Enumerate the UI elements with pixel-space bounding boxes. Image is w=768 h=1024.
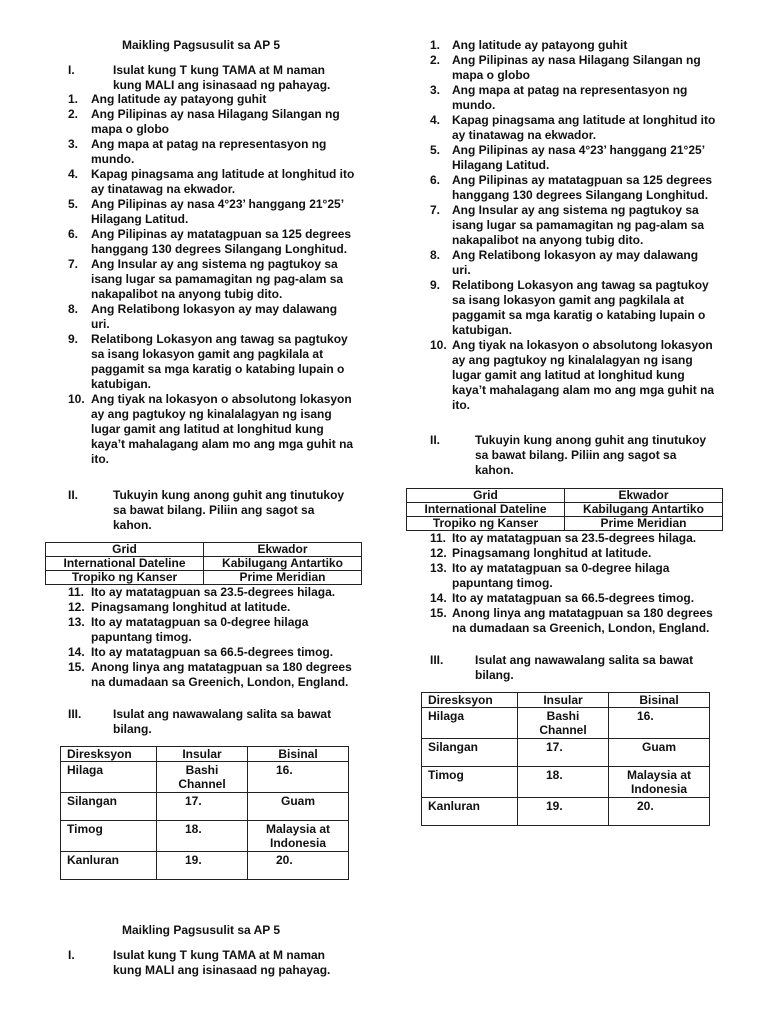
direction-cell: Silangan (422, 739, 518, 767)
question-text-line: mapa o globo (91, 122, 169, 136)
question-text-line: papuntang timog. (452, 576, 553, 590)
question-text-line: Ang tiyak na lokasyon o absolutong lokasyon (452, 338, 713, 352)
question-number: 7. (68, 257, 79, 271)
question-text-line: Ang mapa at patag na representasyon ng (452, 83, 688, 97)
part1-instruction-line: kung MALI ang isinasaad ng pahayag. (113, 963, 331, 977)
question-text-line: isang lugar sa pamamagitan ng pag-alam sa (91, 272, 344, 286)
word-bank-cell: Tropiko ng Kanser (46, 571, 204, 585)
word-bank-table (45, 542, 362, 585)
question-number: 2. (430, 53, 441, 67)
question-text-line: Anong linya ang matatagpuan sa 180 degrees (91, 660, 352, 674)
direction-cell: Timog (61, 821, 157, 852)
bisinal-cell: 20. (248, 852, 349, 880)
insular-cell: 19. (518, 798, 609, 826)
word-bank-row (46, 543, 362, 557)
word-bank-cell: Ekwador (204, 543, 362, 557)
question-text-line: sa isang lokasyon gamit ang pagkilala at (91, 347, 324, 361)
question-text-line: Pinagsamang longhitud at latitude. (91, 600, 291, 614)
direction-table-header (422, 693, 710, 708)
direction-row (61, 821, 349, 852)
question-text-line: hanggang 130 degrees Silangang Longhitud. (452, 188, 709, 202)
direction-cell: Kanluran (61, 852, 157, 880)
part3-instruction-line: bilang. (113, 722, 152, 736)
word-bank-cell: Kabilugang Antartiko (204, 557, 362, 571)
page-title: Maikling Pagsusulit sa AP 5 (122, 38, 281, 52)
question-text-line: Hilagang Latitud. (452, 158, 550, 172)
bisinal-cell: Malaysia at Indonesia (248, 821, 349, 852)
question-number: 10. (68, 392, 85, 406)
direction-cell: Silangan (61, 793, 157, 821)
question-text-line: na dumadaan sa Greenich, London, England. (452, 621, 710, 635)
question-text-line: Ito ay matatagpuan sa 66.5-degrees timog. (91, 645, 334, 659)
question-text-line: ito. (452, 398, 470, 412)
question-text-line: isang lugar sa pamamagitan ng pag-alam sa (452, 218, 705, 232)
question-text-line: Anong linya ang matatagpuan sa 180 degrees (452, 606, 713, 620)
question-number: 1. (68, 92, 79, 106)
header-cell: Bisinal (248, 747, 349, 762)
part2-instruction-line: kahon. (475, 463, 514, 477)
question-text-line: Ito ay matatagpuan sa 23.5-degrees hilaga. (452, 531, 697, 545)
bisinal-cell: 16. (248, 762, 349, 793)
part2-roman: II. (68, 488, 79, 502)
question-text-line: Ang latitude ay patayong guhit (452, 38, 628, 52)
insular-cell: 18. (518, 767, 609, 798)
insular-cell: Bashi Channel (518, 708, 609, 739)
page-title-repeat: Maikling Pagsusulit sa AP 5 (122, 923, 281, 937)
question-number: 8. (68, 302, 79, 316)
question-text-line: sa isang lokasyon gamit ang pagkilala at (452, 293, 685, 307)
word-bank-cell: Prime Meridian (565, 517, 723, 531)
question-text-line: ito. (91, 452, 109, 466)
insular-cell: 19. (157, 852, 248, 880)
question-number: 4. (68, 167, 79, 181)
question-text-line: hanggang 130 degrees Silangang Longhitud. (91, 242, 348, 256)
question-text-line: Ang Pilipinas ay nasa Hilagang Silangan ng (91, 107, 340, 121)
direction-cell: Hilaga (422, 708, 518, 739)
question-text-line: Ito ay matatagpuan sa 66.5-degrees timog. (452, 591, 695, 605)
question-text-line: Ang tiyak na lokasyon o absolutong lokasyon (91, 392, 352, 406)
question-text-line: Kapag pinagsama ang latitude at longhitud ito (91, 167, 355, 181)
question-text-line: ay ang pagtukoy ng kinalalagyan ng isang (91, 407, 332, 421)
question-text-line: Hilagang Latitud. (91, 212, 189, 226)
word-bank-cell: International Dateline (46, 557, 204, 571)
direction-table (60, 746, 349, 880)
part1-roman-repeat: I. (68, 948, 75, 962)
word-bank-cell: Ekwador (565, 489, 723, 503)
question-text-line: papuntang timog. (91, 630, 192, 644)
question-number: 11. (430, 531, 447, 545)
question-text-line: Pinagsamang longhitud at latitude. (452, 546, 652, 560)
bisinal-cell: Guam (609, 739, 710, 767)
word-bank-cell: Prime Meridian (204, 571, 362, 585)
question-number: 8. (430, 248, 441, 262)
question-text-line: katubigan. (91, 377, 152, 391)
bisinal-cell: 16. (609, 708, 710, 739)
word-bank-cell: Grid (407, 489, 565, 503)
question-number: 3. (430, 83, 441, 97)
question-number: 5. (430, 143, 441, 157)
question-text-line: Ang Relatibong lokasyon ay may dalawang (452, 248, 699, 262)
question-text-line: Ito ay matatagpuan sa 0-degree hilaga (91, 615, 309, 629)
direction-table-header (61, 747, 349, 762)
word-bank-row (46, 571, 362, 585)
insular-cell: Bashi Channel (157, 762, 248, 793)
direction-row (61, 762, 349, 793)
part2-roman: II. (430, 433, 441, 447)
question-number: 2. (68, 107, 79, 121)
word-bank-row (46, 557, 362, 571)
question-number: 12. (68, 600, 85, 614)
word-bank-table (406, 488, 723, 531)
header-cell: Insular (518, 693, 609, 708)
direction-row (422, 708, 710, 739)
question-text-line: Ang Insular ay ang sistema ng pagtukoy sa (452, 203, 699, 217)
part2-instruction-line: Tukuyin kung anong guhit ang tinutukoy (113, 488, 345, 502)
question-text-line: Relatibong Lokasyon ang tawag sa pagtukoy (91, 332, 348, 346)
question-number: 9. (430, 278, 441, 292)
question-number: 3. (68, 137, 79, 151)
bisinal-cell: Malaysia at Indonesia (609, 767, 710, 798)
question-text-line: Ito ay matatagpuan sa 0-degree hilaga (452, 561, 670, 575)
part3-roman: III. (430, 653, 444, 667)
question-text-line: uri. (452, 263, 471, 277)
word-bank-cell: Kabilugang Antartiko (565, 503, 723, 517)
question-text-line: nakapalibot na anyong tubig dito. (91, 287, 283, 301)
question-text-line: Kapag pinagsama ang latitude at longhitud ito (452, 113, 716, 127)
part3-instruction-line: bilang. (475, 668, 514, 682)
question-number: 4. (430, 113, 441, 127)
question-text-line: lugar gamit ang latitud at longhitud kung (452, 368, 685, 382)
question-text-line: na dumadaan sa Greenich, London, England. (91, 675, 349, 689)
insular-cell: 18. (157, 821, 248, 852)
part3-instruction-line: Isulat ang nawawalang salita sa bawat (113, 707, 332, 721)
question-text-line: Ang Pilipinas ay matatagpuan sa 125 degrees (91, 227, 352, 241)
question-text-line: Ang Pilipinas ay nasa Hilagang Silangan ng (452, 53, 701, 67)
header-cell: Insular (157, 747, 248, 762)
question-text-line: mundo. (452, 98, 496, 112)
bisinal-cell: Guam (248, 793, 349, 821)
question-text-line: Ang Pilipinas ay matatagpuan sa 125 degrees (452, 173, 713, 187)
question-text-line: Ang Insular ay ang sistema ng pagtukoy sa (91, 257, 338, 271)
question-number: 6. (68, 227, 79, 241)
word-bank-row (407, 503, 723, 517)
question-number: 15. (430, 606, 447, 620)
insular-cell: 17. (157, 793, 248, 821)
question-text-line: mundo. (91, 152, 135, 166)
word-bank-cell: International Dateline (407, 503, 565, 517)
direction-row (61, 852, 349, 880)
question-text-line: Ang Pilipinas ay nasa 4°23’ hanggang 21°25’ (91, 197, 345, 211)
direction-row (61, 793, 349, 821)
direction-row (422, 798, 710, 826)
question-number: 10. (430, 338, 447, 352)
question-text-line: ay tinatawag na ekwador. (91, 182, 236, 196)
word-bank-row (407, 489, 723, 503)
part1-instruction-line: Isulat kung T kung TAMA at M naman (113, 948, 326, 962)
question-number: 7. (430, 203, 441, 217)
question-text-line: Ang mapa at patag na representasyon ng (91, 137, 327, 151)
question-number: 13. (68, 615, 85, 629)
word-bank-cell: Tropiko ng Kanser (407, 517, 565, 531)
question-text-line: Ang latitude ay patayong guhit (91, 92, 267, 106)
part1-roman: I. (68, 63, 75, 77)
question-text-line: Ang Pilipinas ay nasa 4°23’ hanggang 21°25’ (452, 143, 706, 157)
question-text-line: Relatibong Lokasyon ang tawag sa pagtukoy (452, 278, 709, 292)
question-text-line: kaya’t mahalagang alam mo ang mga guhit na (91, 437, 354, 451)
part1-instruction-line: Isulat kung T kung TAMA at M naman (113, 63, 326, 77)
question-number: 9. (68, 332, 79, 346)
question-number: 12. (430, 546, 447, 560)
question-number: 11. (68, 585, 85, 599)
question-number: 15. (68, 660, 85, 674)
question-number: 14. (430, 591, 447, 605)
question-number: 6. (430, 173, 441, 187)
question-text-line: mapa o globo (452, 68, 530, 82)
insular-cell: 17. (518, 739, 609, 767)
part1-instruction-line: kung MALI ang isinasaad ng pahayag. (113, 78, 331, 92)
direction-row (422, 767, 710, 798)
word-bank-row (407, 517, 723, 531)
question-text-line: ay ang pagtukoy ng kinalalagyan ng isang (452, 353, 693, 367)
part3-instruction-line: Isulat ang nawawalang salita sa bawat (475, 653, 694, 667)
part2-instruction-line: sa bawat bilang. Piliin ang sagot sa (113, 503, 315, 517)
direction-row (422, 739, 710, 767)
question-text-line: katubigan. (452, 323, 513, 337)
part2-instruction-line: kahon. (113, 518, 152, 532)
question-number: 5. (68, 197, 79, 211)
question-text-line: Ang Relatibong lokasyon ay may dalawang (91, 302, 338, 316)
word-bank-cell: Grid (46, 543, 204, 557)
question-number: 13. (430, 561, 447, 575)
bisinal-cell: 20. (609, 798, 710, 826)
question-text-line: lugar gamit ang latitud at longhitud kung (91, 422, 324, 436)
question-text-line: ay tinatawag na ekwador. (452, 128, 597, 142)
direction-cell: Kanluran (422, 798, 518, 826)
header-cell: Diresksyon (61, 747, 157, 762)
question-number: 1. (430, 38, 441, 52)
direction-cell: Timog (422, 767, 518, 798)
part2-instruction-line: Tukuyin kung anong guhit ang tinutukoy (475, 433, 707, 447)
direction-cell: Hilaga (61, 762, 157, 793)
question-text-line: Ito ay matatagpuan sa 23.5-degrees hilaga. (91, 585, 336, 599)
question-text-line: paggamit sa mga karatig o katabing lupain o (452, 308, 706, 322)
question-text-line: nakapalibot na anyong tubig dito. (452, 233, 644, 247)
question-text-line: paggamit sa mga karatig o katabing lupain o (91, 362, 345, 376)
direction-table (421, 692, 710, 826)
part2-instruction-line: sa bawat bilang. Piliin ang sagot sa (475, 448, 677, 462)
question-text-line: uri. (91, 317, 110, 331)
part3-roman: III. (68, 707, 82, 721)
header-cell: Diresksyon (422, 693, 518, 708)
header-cell: Bisinal (609, 693, 710, 708)
question-number: 14. (68, 645, 85, 659)
question-text-line: kaya’t mahalagang alam mo ang mga guhit na (452, 383, 715, 397)
